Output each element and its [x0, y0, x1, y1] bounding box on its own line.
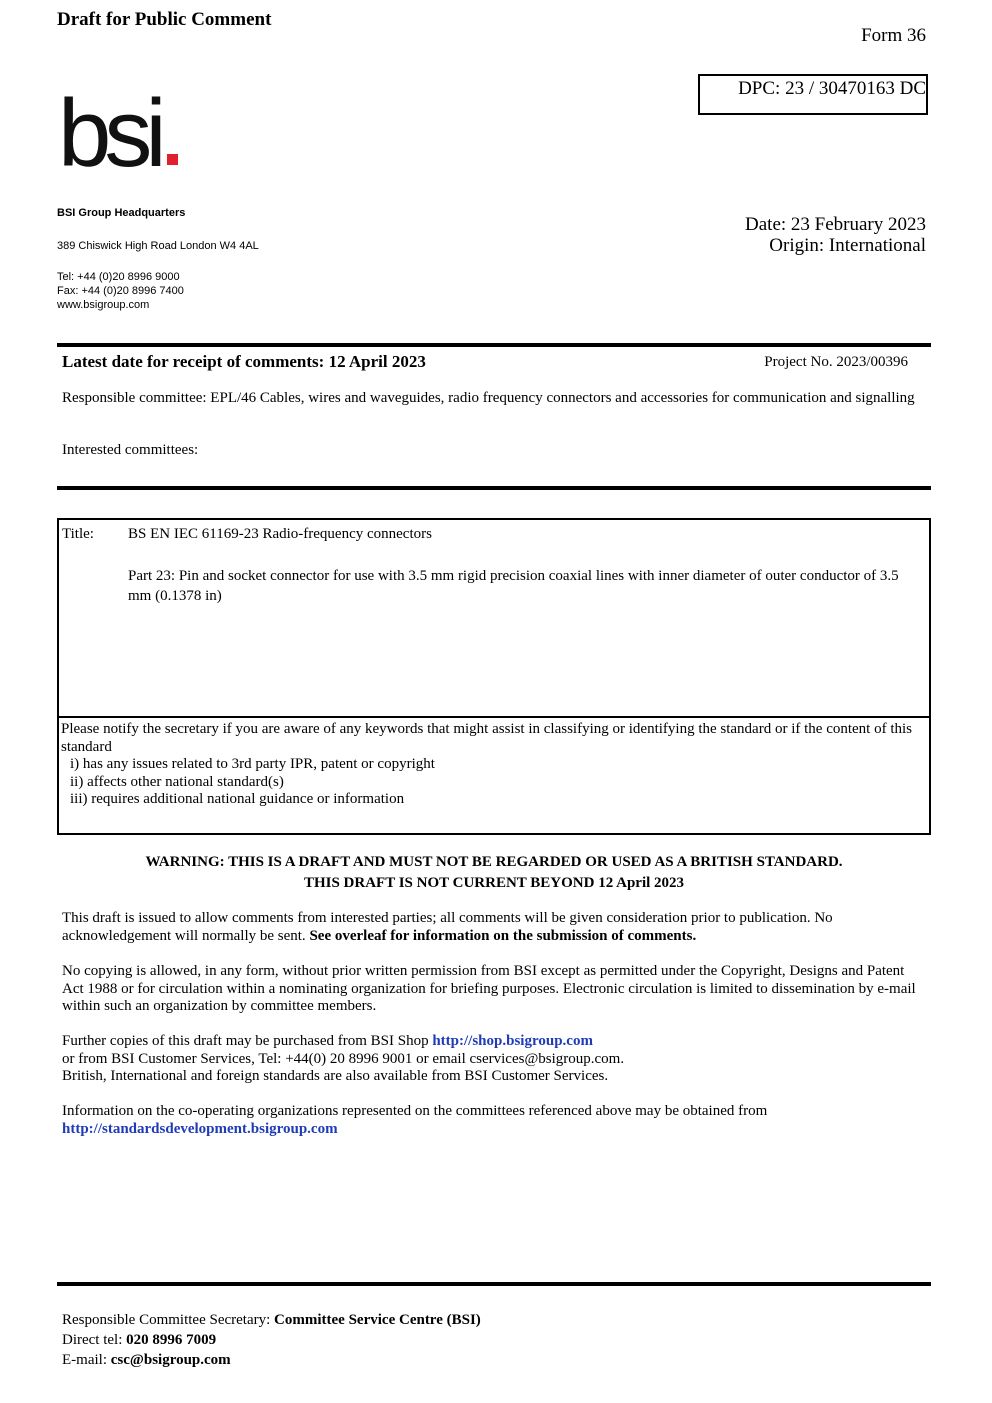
org-fax: Fax: +44 (0)20 8996 7400: [57, 285, 184, 297]
copies-text: Further copies of this draft may be purchased from BSI Shop: [62, 1033, 433, 1049]
email-line: [62, 1350, 481, 1370]
notify-item: i) has any issues related to 3rd party IPR, patent or copyright: [70, 756, 435, 772]
bottom-rule: [57, 1282, 931, 1286]
form-number: Form 36: [861, 25, 926, 46]
title-label: Title:: [62, 526, 94, 542]
bsi-shop-link[interactable]: http://shop.bsigroup.com: [432, 1033, 593, 1049]
org-name: BSI Group Headquarters: [57, 207, 186, 219]
responsible-committee: Responsible committee: EPL/46 Cables, wires and waveguides, radio frequency connectors and accessories for communication and signalling: [62, 390, 915, 406]
tel-label: Direct tel:: [62, 1332, 127, 1348]
standards-development-link[interactable]: http://standardsdevelopment.bsigroup.com: [62, 1120, 338, 1137]
interested-committees: Interested committees:: [62, 442, 199, 458]
org-web: www.bsigroup.com: [57, 299, 150, 311]
direct-tel-line: [62, 1330, 481, 1350]
org-address: 389 Chiswick High Road London W4 4AL: [57, 240, 259, 252]
organizations-paragraph: [62, 1103, 928, 1138]
draft-label: Draft for Public Comment: [57, 9, 272, 30]
draft-warning: [57, 852, 931, 894]
copies-line-3: British, International and foreign standards are also available from BSI Customer Services.: [62, 1068, 609, 1084]
secretary-line: [62, 1310, 481, 1330]
organizations-text: Information on the co-operating organizations represented on the committees referenced above may be obtained from: [62, 1103, 768, 1119]
copies-line-1: [62, 1033, 928, 1051]
notify-item: ii) affects other national standard(s): [70, 773, 284, 790]
footer-contact: [62, 1310, 481, 1370]
doc-origin: Origin: International: [769, 235, 926, 256]
email-label: E-mail:: [62, 1352, 111, 1368]
latest-date: Latest date for receipt of comments: 12 April 2023: [62, 352, 426, 371]
secretary-label: Responsible Committee Secretary:: [62, 1312, 275, 1328]
project-number: Project No. 2023/00396: [764, 354, 908, 370]
copyright-paragraph: No copying is allowed, in any form, without prior written permission from BSI except as permitted under the Copyright, Designs and Patent Act 1988 or for circulation within a nominating organization for briefing purposes. Electronic circulation is limited to dissemination by e-mail within such an organization by committee members.: [62, 963, 916, 1014]
bsi-logo: [58, 88, 188, 176]
logo-dot: [167, 154, 178, 165]
notify-intro: Please notify the secretary if you are aware of any keywords that might assist in classifying or identifying the standard or if the content of this standard: [61, 721, 913, 755]
comments-paragraph: [62, 910, 928, 945]
notify-item: iii) requires additional national guidance or information: [70, 791, 405, 807]
date-block: [745, 214, 926, 256]
org-tel: Tel: +44 (0)20 8996 9000: [57, 271, 180, 283]
org-contact: [57, 270, 184, 312]
top-rule: [57, 343, 931, 347]
dpc-reference: DPC: 23 / 30470163 DC: [738, 78, 926, 99]
copies-paragraph: [62, 1033, 928, 1086]
standard-title: BS EN IEC 61169-23 Radio-frequency connectors: [128, 526, 432, 542]
standard-subtitle: Part 23: Pin and socket connector for use with 3.5 mm rigid precision coaxial lines with inner diameter of outer conductor of 3.5 mm (0.1378 in): [128, 568, 899, 604]
title-box-divider: [57, 716, 931, 718]
middle-rule: [57, 486, 931, 490]
tel-value: 020 8996 7009: [126, 1332, 217, 1348]
logo-wordmark: bsi: [58, 88, 160, 176]
copies-line-2: or from BSI Customer Services, Tel: +44(0) 20 8996 9001 or email cservices@bsigroup.com.: [62, 1050, 625, 1067]
warning-line-1: WARNING: THIS IS A DRAFT AND MUST NOT BE REGARDED OR USED AS A BRITISH STANDARD.: [145, 854, 843, 870]
warning-line-2: THIS DRAFT IS NOT CURRENT BEYOND 12 April 2023: [303, 875, 685, 891]
secretary-value: Committee Service Centre (BSI): [274, 1312, 481, 1328]
email-value[interactable]: csc@bsigroup.com: [110, 1352, 231, 1368]
comments-bold-note: See overleaf for information on the submission of comments.: [309, 927, 697, 944]
doc-date: Date: 23 February 2023: [745, 214, 926, 235]
notify-section: [61, 721, 923, 809]
comments-text: This draft is issued to allow comments from interested parties; all comments will be given consideration prior to publication. No acknowledgement will normally be sent.: [62, 910, 833, 944]
